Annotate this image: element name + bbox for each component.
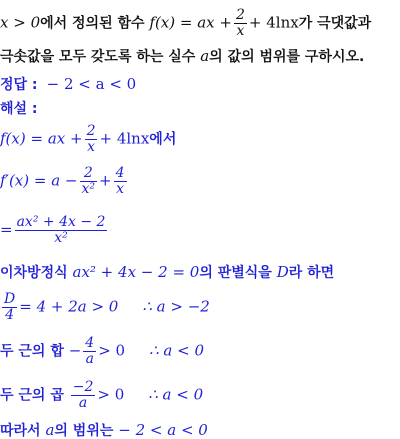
therefore-result: ∴ a > −2 [142,297,210,316]
problem-text: 에서 정의된 함수 [40,15,150,32]
fraction-denominator: x² [54,229,68,246]
step-suffix: 에서 [149,131,177,148]
problem-text: 가 극댓값과 [298,15,372,32]
step-text: 두 근의 합 [0,343,69,360]
step-text: 두 근의 곱 [0,387,69,404]
fraction [114,166,127,196]
inequality: > 0 [98,341,126,360]
minus-sign: − [68,341,82,360]
fraction [2,292,17,322]
variable-a: a [200,47,210,65]
domain-condition: x > 0 [0,13,41,32]
step-2 [0,166,129,196]
answer-line [0,76,136,92]
plus-sign: + [99,171,112,190]
step-text: 의 판별식을 [199,265,277,281]
step-1 [0,124,176,154]
answer-value: − 2 < a < 0 [46,75,137,93]
step-8 [0,422,208,438]
fraction-denominator: a [85,350,94,367]
quadratic-equation: ax² + 4x − 2 = 0 [72,263,200,281]
discriminant-variable: D [276,263,289,281]
function-rhs: + 4lnx [99,129,150,148]
fraction [80,166,98,196]
function-log-term: + 4lnx [248,13,299,32]
therefore-result: ∴ a < 0 [148,385,204,404]
step-text: 이차방정식 [0,265,73,281]
final-range: − 2 < a < 0 [118,421,208,439]
fraction-numerator: ax² + 4x − 2 [16,214,106,230]
inequality: > 0 [97,385,125,404]
step-4 [0,264,334,280]
explanation-label: 해설 : [0,101,38,117]
problem-text: 극솟값을 모두 갖도록 하는 실수 [0,49,201,65]
discriminant-inequality: = 4 + 2a > 0 [19,297,119,316]
step-5 [0,292,210,322]
step-7 [0,380,203,410]
step-text: 라 하면 [288,265,335,281]
derivative-lhs: f′(x) = a − [0,171,78,190]
fraction-denominator: x [116,180,125,197]
problem-line-1 [0,8,371,38]
fraction-numerator: 2 [86,123,96,139]
function-definition: f(x) = ax + [149,13,232,32]
fraction [71,380,96,410]
fraction-numerator: −2 [72,379,94,395]
fraction [85,124,98,154]
fraction-numerator: 4 [85,335,95,351]
fraction-denominator: x² [81,180,96,197]
variable-a: a [45,421,55,439]
fraction [15,215,108,245]
fraction-numerator: 2 [80,166,98,182]
fraction [83,336,96,366]
problem-text: 의 값의 범위를 구하시오. [209,49,365,65]
fraction-denominator: a [78,394,88,411]
fraction [234,8,247,38]
problem-line-2 [0,48,364,64]
therefore-result: ∴ a < 0 [149,341,205,360]
step-text: 의 범위는 [54,423,119,439]
explanation-label-line [0,100,38,116]
step-3 [0,215,109,245]
fraction-numerator: D [4,291,16,307]
fraction-denominator: 4 [5,306,15,323]
fraction-denominator: x [236,22,245,39]
step-text: 따라서 [0,423,46,439]
equals-sign: = [0,220,13,239]
function-lhs: f(x) = ax + [0,129,83,148]
fraction-numerator: 2 [235,7,245,23]
fraction-denominator: x [87,138,95,155]
step-6 [0,336,204,366]
fraction-numerator: 4 [115,165,125,181]
answer-label: 정답 : [0,77,38,93]
